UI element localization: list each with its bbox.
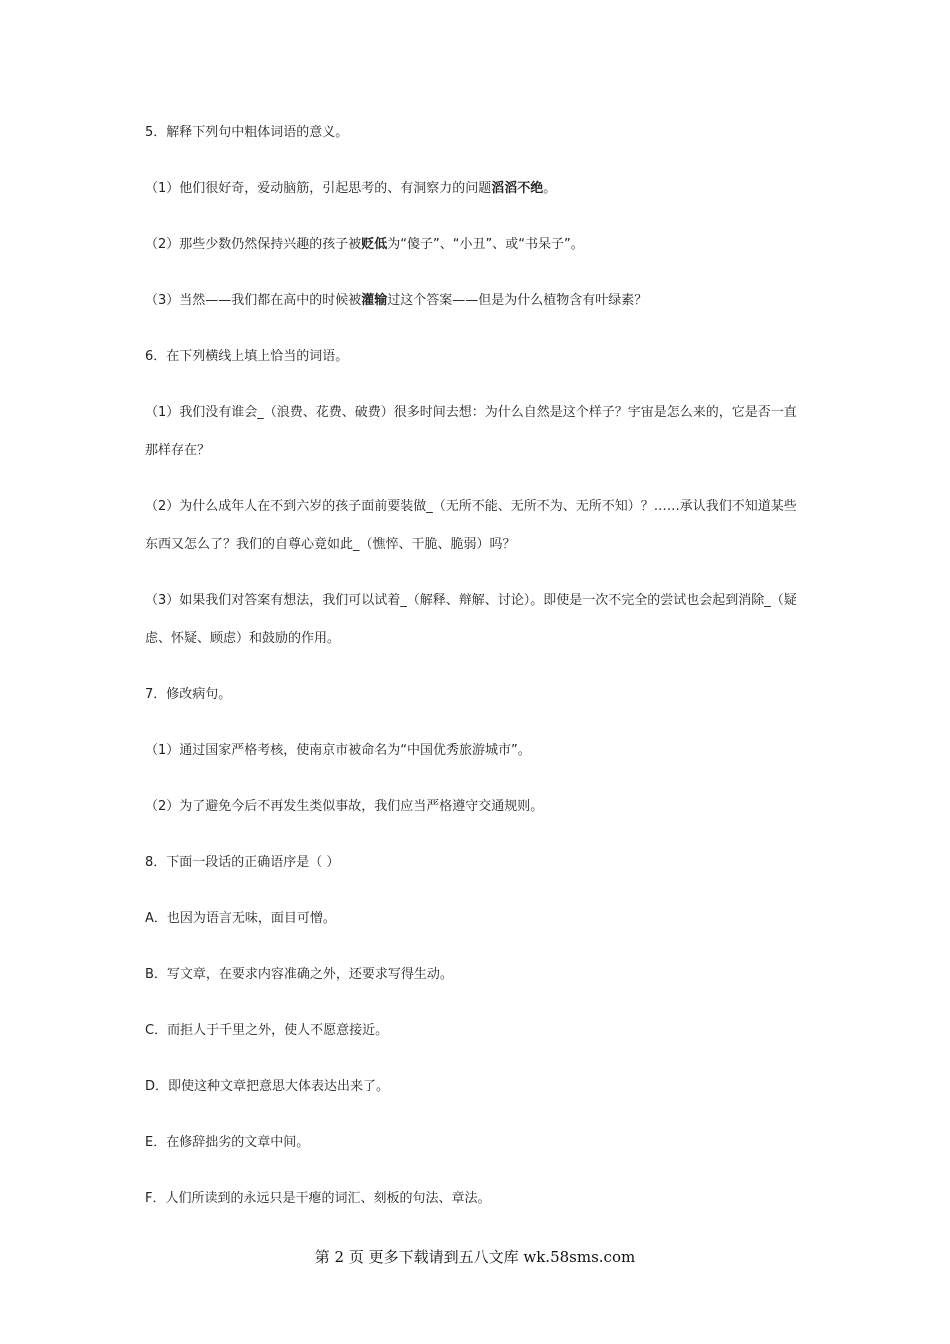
question-6-item-2: （2）为什么成年人在不到六岁的孩子面前要装做_（无所不能、无所不为、无所不知）？……承认我们不知道某些东西又怎么了？我们的自尊心竟如此_（憔悴、干脆、脆弱）吗？ <box>145 499 797 552</box>
item-text: （3）当然——我们都在高中的时候被 <box>145 293 362 308</box>
question-7-item-2: （2）为了避免今后不再发生类似事故，我们应当严格遵守交通规则。 <box>145 799 544 814</box>
question-6-title: 6．在下列横线上填上恰当的词语。 <box>145 349 349 364</box>
bold-term: 贬低 <box>361 237 388 252</box>
page-content <box>145 124 807 1208</box>
bold-term: 灌输 <box>361 293 388 308</box>
item-text: （2）那些少数仍然保持兴趣的孩子被 <box>145 237 362 252</box>
item-text: 为“傻子”、“小丑”、或“书呆子”。 <box>387 237 584 252</box>
question-5-title: 5．解释下列句中粗体词语的意义。 <box>145 125 349 140</box>
option-a: A．也因为语言无味，面目可憎。 <box>145 911 336 926</box>
question-6-item-1: （1）我们没有谁会_（浪费、花费、破费）很多时间去想：为什么自然是这个样子？宇宙是怎么来的，它是否一直那样存在？ <box>145 405 797 458</box>
item-text: （1）他们很好奇，爱动脑筋，引起思考的、有洞察力的问题 <box>145 181 492 196</box>
page-footer: 第 2 页 更多下载请到五八文库 wk.58sms.com <box>314 1248 636 1266</box>
question-5-item-1 <box>145 180 807 198</box>
question-7-item-1: （1）通过国家严格考核，使南京市被命名为“中国优秀旅游城市”。 <box>145 743 531 758</box>
option-c: C．而拒人于千里之外，使人不愿意接近。 <box>145 1023 389 1038</box>
question-5-item-2 <box>145 236 807 254</box>
item-text: 过这个答案——但是为什么植物含有叶绿素？ <box>387 293 648 308</box>
option-e: E．在修辞拙劣的文章中间。 <box>145 1135 310 1150</box>
question-7-title: 7．修改病句。 <box>145 687 232 702</box>
option-f: F．人们所读到的永远只是干瘪的词汇、刻板的句法、章法。 <box>145 1191 491 1206</box>
bold-term: 滔滔不绝 <box>491 181 544 196</box>
option-b: B．写文章，在要求内容准确之外，还要求写得生动。 <box>145 967 453 982</box>
item-text: 。 <box>543 181 557 196</box>
question-8-title: 8．下面一段话的正确语序是（ ） <box>145 855 340 870</box>
question-5-item-3 <box>145 292 807 310</box>
question-6-item-3: （3）如果我们对答案有想法，我们可以试着_（解释、辩解、讨论）。即使是一次不完全的尝试也会起到消除_（疑虑、怀疑、顾虑）和鼓励的作用。 <box>145 593 797 646</box>
option-d: D．即使这种文章把意思大体表达出来了。 <box>145 1079 390 1094</box>
